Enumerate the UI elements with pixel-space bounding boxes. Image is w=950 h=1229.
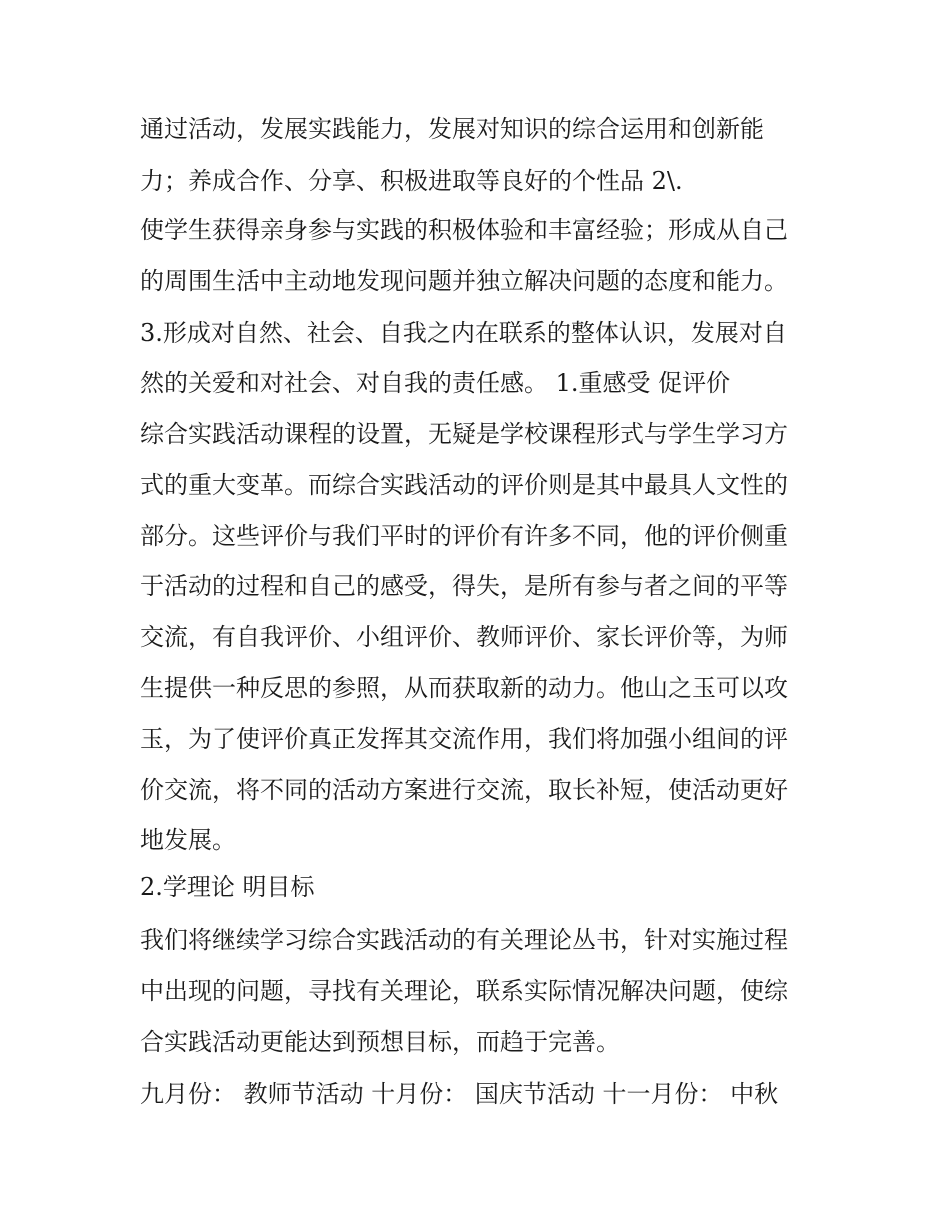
text-line: 3.形成对自然、社会、自我之内在联系的整体认识，发展对自 xyxy=(140,319,787,347)
text-line: 式的重大变革。而综合实践活动的评价则是其中最具人文性的 xyxy=(140,471,788,499)
text-line: 的周围生活中主动地发现问题并独立解决问题的态度和能力。 xyxy=(140,267,788,295)
text-line: 地发展。 xyxy=(140,826,236,854)
text-line: 生提供一种反思的参照，从而获取新的动力。他山之玉可以攻 xyxy=(140,674,788,702)
text-line: 价交流，将不同的活动方案进行交流，取长补短，使活动更好 xyxy=(140,776,788,804)
text-line: 力；养成合作、分享、积极进取等良好的个性品 2\. xyxy=(140,167,683,195)
text-line: 交流，有自我评价、小组评价、教师评价、家长评价等，为师 xyxy=(140,623,788,651)
text-line: 部分。这些评价与我们平时的评价有许多不同，他的评价侧重 xyxy=(140,522,788,550)
text-line: 玉，为了使评价真正发挥其交流作用，我们将加强小组间的评 xyxy=(140,725,788,753)
text-line: 通过活动，发展实践能力，发展对知识的综合运用和创新能 xyxy=(140,115,764,143)
text-line: 合实践活动更能达到预想目标，而趋于完善。 xyxy=(140,1028,620,1056)
text-line: 中出现的问题，寻找有关理论，联系实际情况解决问题，使综 xyxy=(140,977,788,1005)
text-line: 我们将继续学习综合实践活动的有关理论丛书，针对实施过程 xyxy=(140,926,788,954)
text-line: 然的关爱和对社会、对自我的责任感。 1.重感受 促评价 xyxy=(140,369,731,397)
schedule-line: 九月份： 教师节活动 十月份： 国庆节活动 十一月份： 中秋 xyxy=(140,1080,779,1108)
text-line: 于活动的过程和自己的感受，得失，是所有参与者之间的平等 xyxy=(140,572,788,600)
text-line: 综合实践活动课程的设置，无疑是学校课程形式与学生学习方 xyxy=(140,420,788,448)
section-heading: 2.学理论 明目标 xyxy=(140,873,315,901)
text-line: 使学生获得亲身参与实践的积极体验和丰富经验；形成从自己 xyxy=(140,216,788,244)
